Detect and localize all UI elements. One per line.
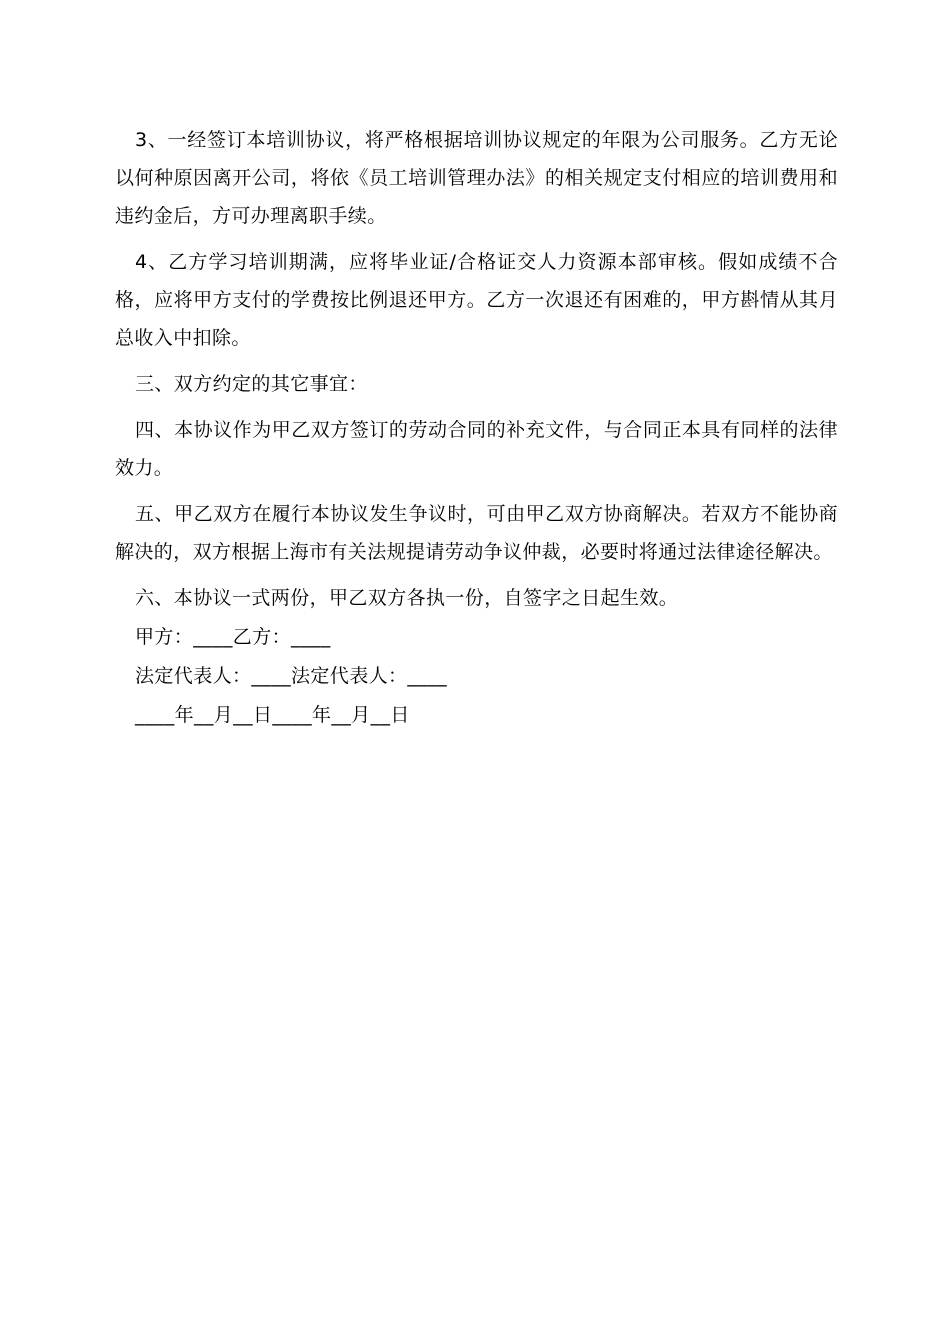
signature-parties-line: 甲方：____乙方：____ [135, 626, 331, 648]
section-4-paragraph: 四、本协议作为甲乙双方签订的劳动合同的补充文件，与合同正本具有同样的法律效力。 [115, 419, 838, 479]
signature-representatives-line: 法定代表人：____法定代表人：____ [135, 665, 448, 687]
section-5-paragraph: 五、甲乙双方在履行本协议发生争议时，可由甲乙双方协商解决。若双方不能协商解决的，双方根据上海市有关法规提请劳动争议仲裁，必要时将通过法律途径解决。 [115, 503, 838, 563]
section-6-paragraph: 六、本协议一式两份，甲乙双方各执一份，自签字之日起生效。 [135, 587, 679, 609]
section-3-heading: 三、双方约定的其它事宜： [135, 373, 368, 395]
signature-dates-line: ____年__月__日____年__月__日 [135, 704, 410, 726]
clause-3-paragraph: 3、一经签订本培训协议，将严格根据培训协议规定的年限为公司服务。乙方无论以何种原因离开公司，将依《员工培训管理办法》的相关规定支付相应的培训费用和违约金后，方可办理离职手续。 [115, 129, 838, 227]
clause-4-paragraph: 4、乙方学习培训期满，应将毕业证/合格证交人力资源本部审核。假如成绩不合格，应将甲方支付的学费按比例退还甲方。乙方一次退还有困难的，甲方斟情从其月总收入中扣除。 [115, 251, 838, 349]
